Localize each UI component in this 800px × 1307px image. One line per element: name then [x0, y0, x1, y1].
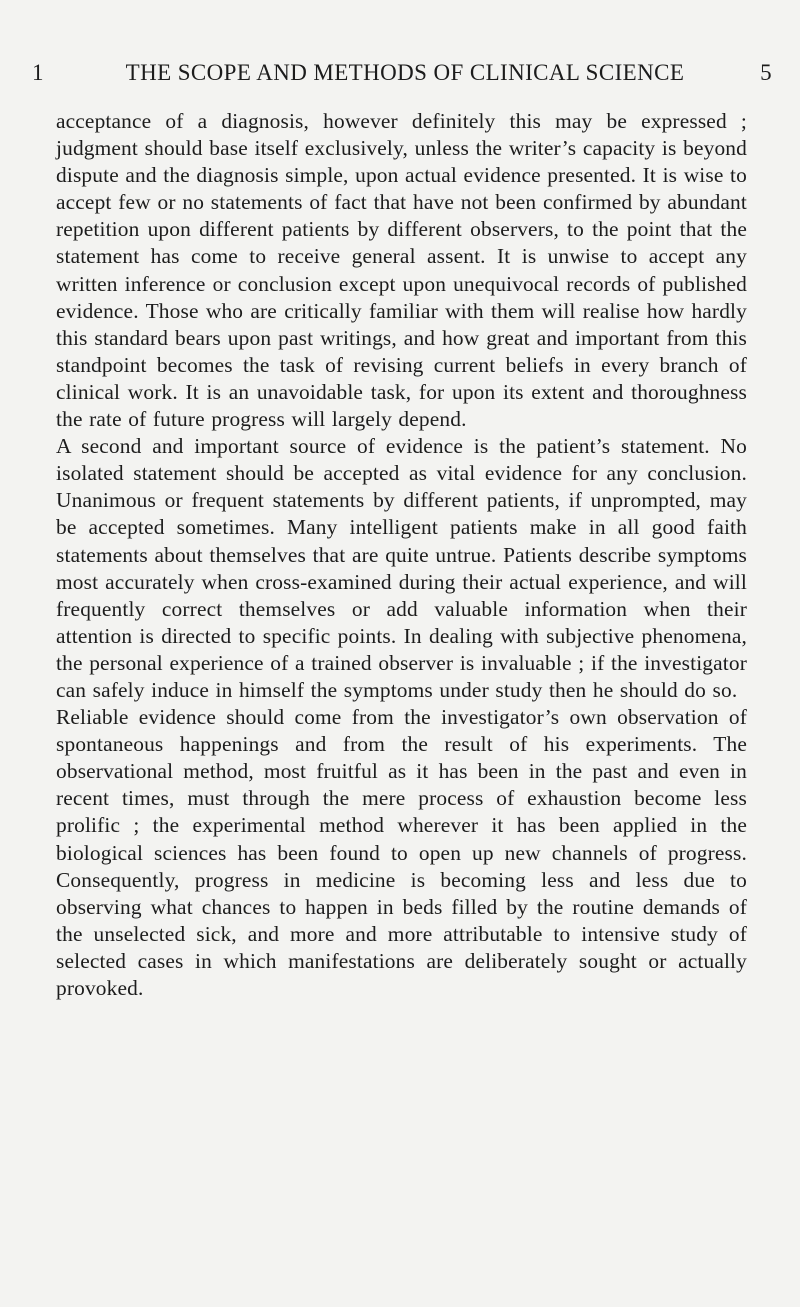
paragraph-2: A second and important source of evidence is the patient’s statement. No isolated statement should be accepted as vital evidence for any conclusion. Unanimous or frequent statements by different patients, if unprompted, may be accepted sometimes. Many intelligent patients make in all good faith statements about themselves that are quite untrue. Patients describe symptoms most accurately when cross-examined during their actual experience, and will frequently correct themselves or add valuable information when their attention is directed to specific points. In dealing with subjective phenomena, the personal experience of a trained observer is invaluable ; if the investigator can safely induce in himself the symptoms under study then he should do so. [56, 434, 747, 702]
page-number: 5 [760, 60, 772, 85]
body-text [56, 108, 747, 1002]
running-title: THE SCOPE AND METHODS OF CLINICAL SCIENCE [125, 60, 685, 85]
running-head [32, 58, 772, 88]
paragraph-3: Reliable evidence should come from the investigator’s own observation of spontaneous happenings and from the result of his experiments. The observational method, most fruitful as it has been in the past and even in recent times, must through the mere process of exhaustion become less prolific ; the experimental method wherever it has been applied in the biological sciences has been found to open up new channels of progress. Consequently, progress in medicine is becoming less and less due to observing what chances to happen in beds filled by the routine demands of the unselected sick, and more and more attributable to intensive study of selected cases in which manifestations are deliberately sought or actually provoked. [56, 705, 747, 1000]
paragraph-1: acceptance of a diagnosis, however definitely this may be expressed ; judgment should base itself exclusively, unless the writer’s capacity is beyond dispute and the diagnosis simple, upon actual evidence presented. It is wise to accept few or no statements of fact that have not been confirmed by abundant repetition upon different patients by different observers, to the point that the statement has come to receive general assent. It is unwise to accept any written inference or conclusion except upon unequivocal records of published evidence. Those who are critically familiar with them will realise how hardly this standard bears upon past writings, and how great and important from this standpoint becomes the task of revising current beliefs in every branch of clinical work. It is an unavoidable task, for upon its extent and thoroughness the rate of future progress will largely depend. [56, 109, 747, 432]
chapter-number: 1 [32, 60, 44, 85]
